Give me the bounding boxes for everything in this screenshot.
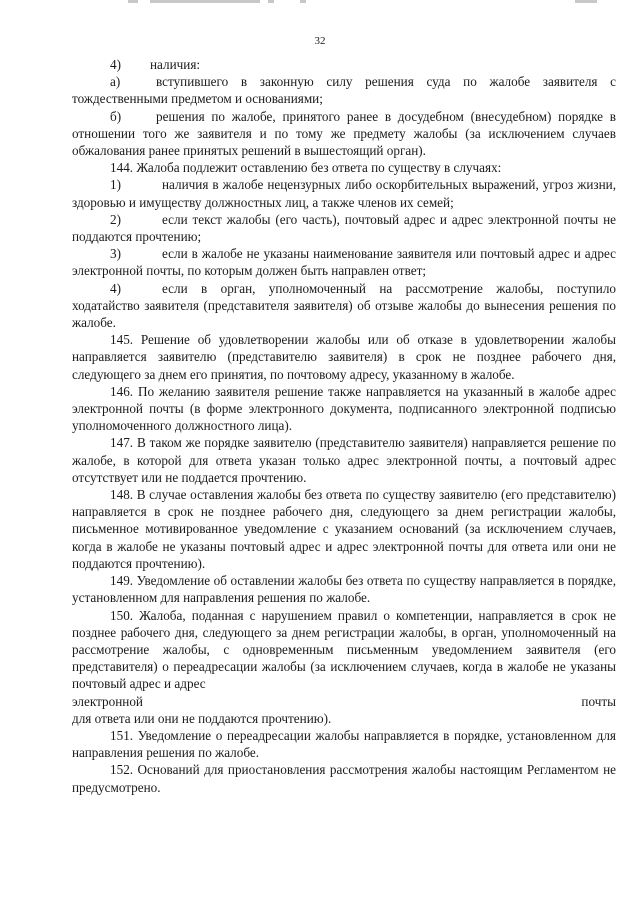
item-number: 146. [110,383,134,399]
item-number: 151. [110,727,134,743]
item-text: Уведомление об оставлении жалобы без ответа по существу направляется в порядке, установленном для направления решения по жалобе. [72,573,616,606]
item-text: если в жалобе не указаны наименование заявителя или почтовый адрес и адрес электронной почты, по которым должен быть направлен ответ; [72,246,616,279]
item-text: если текст жалобы (его часть), почтовый адрес и адрес электронной почты не поддаются прочтению; [72,211,616,245]
paragraph [72,159,616,176]
item-text: В случае оставления жалобы без ответа по существу заявителю (его представителю) направляется в срок не позднее рабочего дня, следующего за днем регистрации жалобы, письменное мотивированное уведомление с указанием оснований (за исключением случаев, когда в жалобе не указаны почтовый адрес и адрес электронной почты для ответа или они не поддаются прочтению). [72,487,617,571]
paragraph-line: для ответа или они не поддаются прочтению). [72,710,332,726]
paragraph [72,434,616,486]
item-number: 144. [110,160,134,176]
item-number: б) [110,108,122,124]
line-right-word: почты [581,693,616,709]
paragraph [72,486,616,572]
item-number: 149. [110,573,134,589]
list-item [72,280,616,332]
item-number: 3) [110,246,121,262]
item-text: Уведомление о переадресации жалобы направляется в порядке, установленном для направления решения по жалобе. [72,727,616,761]
list-item [72,108,616,160]
scan-artifact [0,0,640,6]
item-number: 152. [110,762,134,778]
item-text: вступившего в законную силу решения суда по жалобе заявителя с тождественными предметом и основаниями; [72,74,616,107]
page-number: 32 [314,35,326,47]
line-left-word: электронной [72,693,143,709]
item-text: наличия в жалобе нецензурных либо оскорбительных выражений, угроз жизни, здоровью и имуществу должностных лиц, а также членов их семей; [72,177,616,210]
paragraph [72,607,616,693]
item-text: Оснований для приостановления рассмотрения жалобы настоящим Регламентом не предусмотрено. [72,762,616,795]
paragraph [72,761,616,795]
paragraph [72,383,616,435]
item-text: наличия: [150,57,201,72]
item-number: 147. [110,435,134,451]
list-item [72,56,616,73]
item-text: Жалоба подлежит оставлению без ответа по существу в случаях: [136,160,502,176]
paragraph [72,727,616,761]
item-number: 4) [110,57,121,72]
list-item [72,176,616,210]
item-number: 4) [110,280,121,296]
item-number: 148. [110,487,134,503]
item-text: Решение об удовлетворении жалобы или об отказе в удовлетворении жалобы направляется заявителю (представителю заявителя) в срок не позднее рабочего дня, следующего за днем его принятия, по почтовому адресу, указанному в жалобе. [72,332,616,382]
item-number: 1) [110,177,121,193]
list-item [72,211,616,245]
item-number: 150. [110,607,134,623]
paragraph [72,572,616,606]
paragraph [72,331,616,383]
item-text: Жалоба, поданная с нарушением правил о компетенции, направляется в срок не позднее рабочего дня, следующего за днем регистрации жалобы, в орган, уполномоченный на рассмотрение жалобы, с одновременным письменным уведомлением заявителя (его представителя) о переадресации жалобы (за исключением случаев, когда в жалобе не указаны почтовый адрес и адрес [72,607,616,692]
paragraph-line [72,693,616,710]
item-text: В таком же порядке заявителю (представителю заявителя) направляется решение по жалобе, в которой для ответа указан только адрес электронной почты, а почтовый адрес отсутствует или не поддается прочтению. [72,435,617,485]
item-number: 145. [110,332,134,348]
item-text: если в орган, уполномоченный на рассмотрение жалобы, поступило ходатайство заявителя (представителя заявителя) об отзыве жалобы до вынесения решения по жалобе. [72,280,616,331]
item-number: а) [110,74,121,90]
document-body [72,56,616,796]
list-item [72,245,616,279]
item-text: По желанию заявителя решение также направляется на указанный в жалобе адрес электронной почты (в форме электронного документа, подписанного электронной подписью уполномоченного должностного лица). [72,383,617,434]
item-text: решения по жалобе, принятого ранее в досудебном (внесудебном) порядке в отношении того же заявителя и по тому же предмету жалобы (за исключением случаев обжалования ранее принятых решений в вышестоящий орган). [72,108,616,159]
list-item [72,73,616,107]
item-number: 2) [110,211,121,227]
